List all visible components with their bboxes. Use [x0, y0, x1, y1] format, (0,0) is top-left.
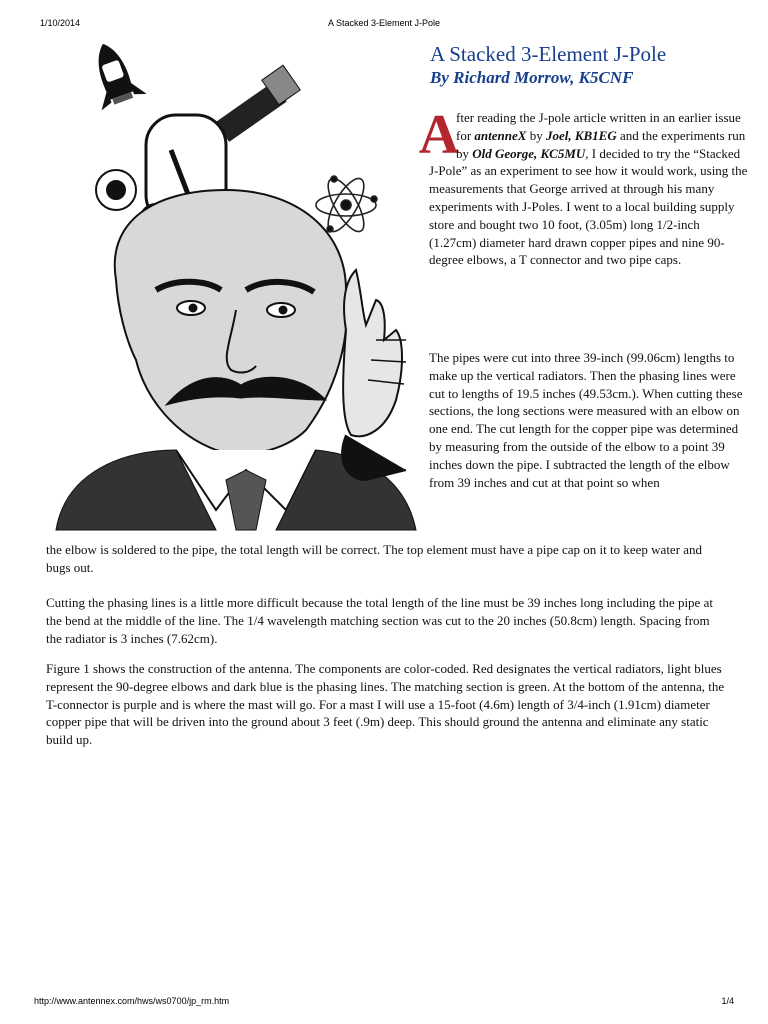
- paragraph-cutting-continued: the elbow is soldered to the pipe, the total length will be correct. The top element must have a pipe cap on it to keep water and bugs out.: [46, 542, 703, 575]
- dropcap-letter: [418, 104, 460, 166]
- print-header: [0, 18, 768, 30]
- intro-author-joel: Joel, KB1EG: [545, 127, 617, 143]
- print-url: http://www.antennex.com/hws/ws0700/jp_rm.htm: [34, 996, 230, 1006]
- paragraph-cutting-column: The pipes were cut into three 39-inch (99.06cm) lengths to make up the vertical radiators. Then the phasing lines were cut to lengths of 19.5 inches (49.53cm.). When cutting these sections, the long sections were measured with an elbow on one end. The cut length for the copper pipe was determined by measuring from the outside of the elbow to a point 39 inches down the pipe. I subtracted the length of the elbow from 39 inches and cut at that point so when: [429, 350, 743, 490]
- intro-text-1: fter reading the J-pole article written in an earlier issue for: [456, 110, 741, 143]
- intro-text-3: and the experiments run by: [456, 127, 746, 161]
- article-title: A Stacked 3-Element J-Pole: [430, 42, 667, 66]
- intro-magazine-name: antenneX: [474, 127, 527, 143]
- intro-text-2: by: [526, 127, 546, 143]
- intro-author-george: Old George, KC5MU: [472, 145, 586, 161]
- telescope-icon: [215, 65, 300, 142]
- collage-illustration: [46, 40, 420, 530]
- rocket-icon: [80, 36, 146, 111]
- print-page-title: A Stacked 3-Element J-Pole: [327, 18, 441, 28]
- paragraph-phasing-lines: Cutting the phasing lines is a little more difficult because the total length of the line must be 39 inches long including the pipe at the bend at the middle of the line. The 1/4 wavelength matching section was cut to the 20 inches (50.8cm) length. Spacing from the radiator is 3 inches (7.62cm).: [46, 595, 713, 646]
- article-byline: By Richard Morrow, K5CNF: [430, 68, 634, 87]
- paragraph-figure-1: Figure 1 shows the construction of the antenna. The components are color-coded. Red designates the vertical radiators, light blues represent the 90-degree elbows and dark blue is the phasing lines. The matching section is green. At the bottom of the antenna, the T-connector is purple and is where the mast will go. For a mast I will use a 15-foot (4.6m) length of 3/4-inch (1.91cm) diameter copper pipe that will be driven into the ground about 3 feet (.9m) deep. This should ground the antenna and eliminate any static build up.: [46, 661, 725, 748]
- intro-text-4: , I decided to try the “Stacked J-Pole” as an experiment to see how it would work, using the measurements that George arrived at through his many experiments with J-Poles. I went to a local building supply store and bought two 10 foot, (3.05m) long 1/2-inch (1.27cm) diameter hard drawn copper pipes and nine 90-degree elbows, a T connector and two pipe caps.: [429, 145, 748, 268]
- paragraph-intro: [418, 104, 749, 269]
- print-date: 1/10/2014: [40, 18, 81, 28]
- hand-icon: [342, 270, 406, 480]
- print-page-number: 1/4: [721, 996, 734, 1006]
- atom-icon: [316, 174, 377, 237]
- svg-text:A: A: [418, 104, 460, 166]
